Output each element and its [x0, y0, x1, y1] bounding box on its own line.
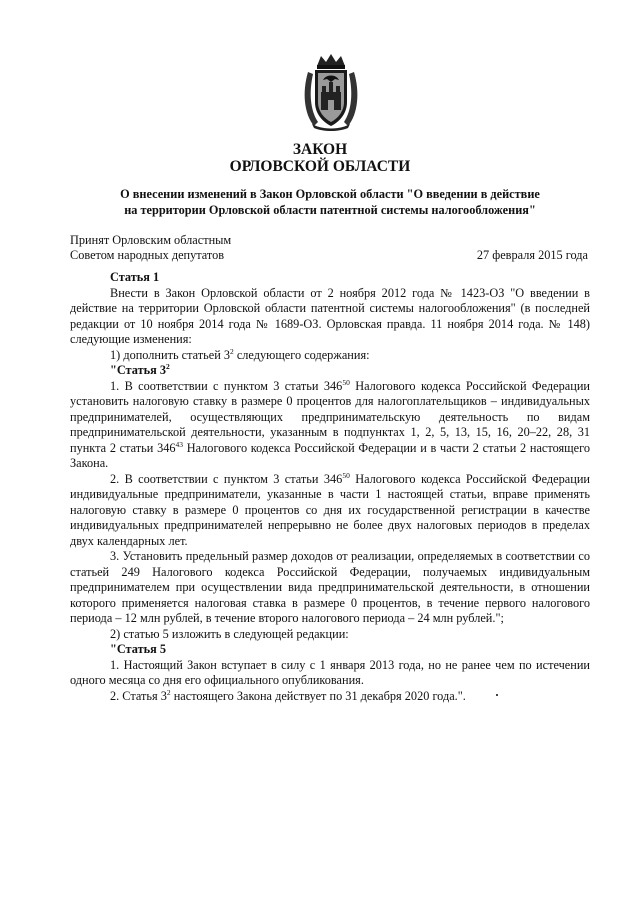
document-body — [70, 270, 590, 704]
law-title-line2: ОРЛОВСКОЙ ОБЛАСТИ — [229, 158, 411, 175]
law-title-line1: ЗАКОН — [292, 141, 348, 158]
article-3-2-paragraph-2: 2. В соответствии с пунктом 3 статьи $346^{50}$ Налогового кодекса Российской Федерации индивидуальные предприниматели, указанные в части 1 настоящей статьи, вправе применять налоговую ставку в размере 0 процентов со дня их государственной регистрации в качестве индивидуальных предпринимателей непрерывно не более двух налоговых периодов в пределах двух календарных лет. — [70, 470, 590, 548]
orel-coat-of-arms-icon — [300, 52, 362, 132]
article-3-2-heading: "Статья $3^2$ — [110, 362, 170, 377]
article-1-intro: Внести в Закон Орловской области от 2 ноября 2012 года № 1423-ОЗ "О введении в действие на территории Орловской области патентной системы налогообложения" (в последней редакции от 10 ноября 2014 года № 1689-ОЗ. Орловская правда. 11 ноября 2014 года. № 148) следующие изменения: — [70, 285, 590, 346]
scan-speck — [496, 694, 498, 696]
adoption-line2: Советом народных депутатов — [70, 248, 225, 262]
article-1-item-2: 2) статью 5 изложить в следующей редакции: — [110, 626, 349, 641]
article-5-paragraph-2: 2. Статья $3^2$ настоящего Закона действует по 31 декабря 2020 года.". — [110, 687, 466, 703]
article-3-2-paragraph-1: 1. В соответствии с пунктом 3 статьи $346^{50}$ Налогового кодекса Российской Федерации установить налоговую ставку в размере 0 процентов для налогоплательщиков – индивидуальных предпринимателей, осуществляющих предпринимательскую деятельность по видам предпринимательской деятельности, указанным в подпунктах 1, 2, 5, 13, 15, 16, 20–22, 28, 31 пункта 2 статьи $346^{43}$ Налогового кодекса Российской Федерации и в части 2 статьи 2 настоящего Закона. — [70, 377, 590, 470]
article-1-heading: Статья 1 — [110, 270, 160, 284]
adoption-line1: Принят Орловским областным — [70, 233, 232, 247]
article-5-paragraph-1: 1. Настоящий Закон вступает в силу с 1 января 2013 года, но не ранее чем по истечении одного месяца со дня его официального опубликования. — [70, 657, 590, 687]
article-3-2-paragraph-3: 3. Установить предельный размер доходов от реализации, определяемых в соответствии со статьей 249 Налогового кодекса Российской Федерации, получаемых индивидуальным предпринимателем при осуществлении вида предпринимательской деятельности, в отношении которого применяется налоговая ставка в размере 0 процентов, в течение первого налогового периода – 12 млн рублей, в течение второго налогового периода – 24 млн рублей."; — [70, 549, 590, 625]
article-5-heading: "Статья 5 — [110, 642, 166, 656]
adoption-date: 27 февраля 2015 года — [476, 248, 588, 262]
law-subject-line1: О внесении изменений в Закон Орловской области "О введении в действие — [120, 187, 540, 201]
law-subject-line2: на территории Орловской области патентной системы налогообложения" — [124, 203, 536, 217]
article-1-item-1: 1) дополнить статьей $3^2$ следующего содержания: — [110, 346, 370, 362]
